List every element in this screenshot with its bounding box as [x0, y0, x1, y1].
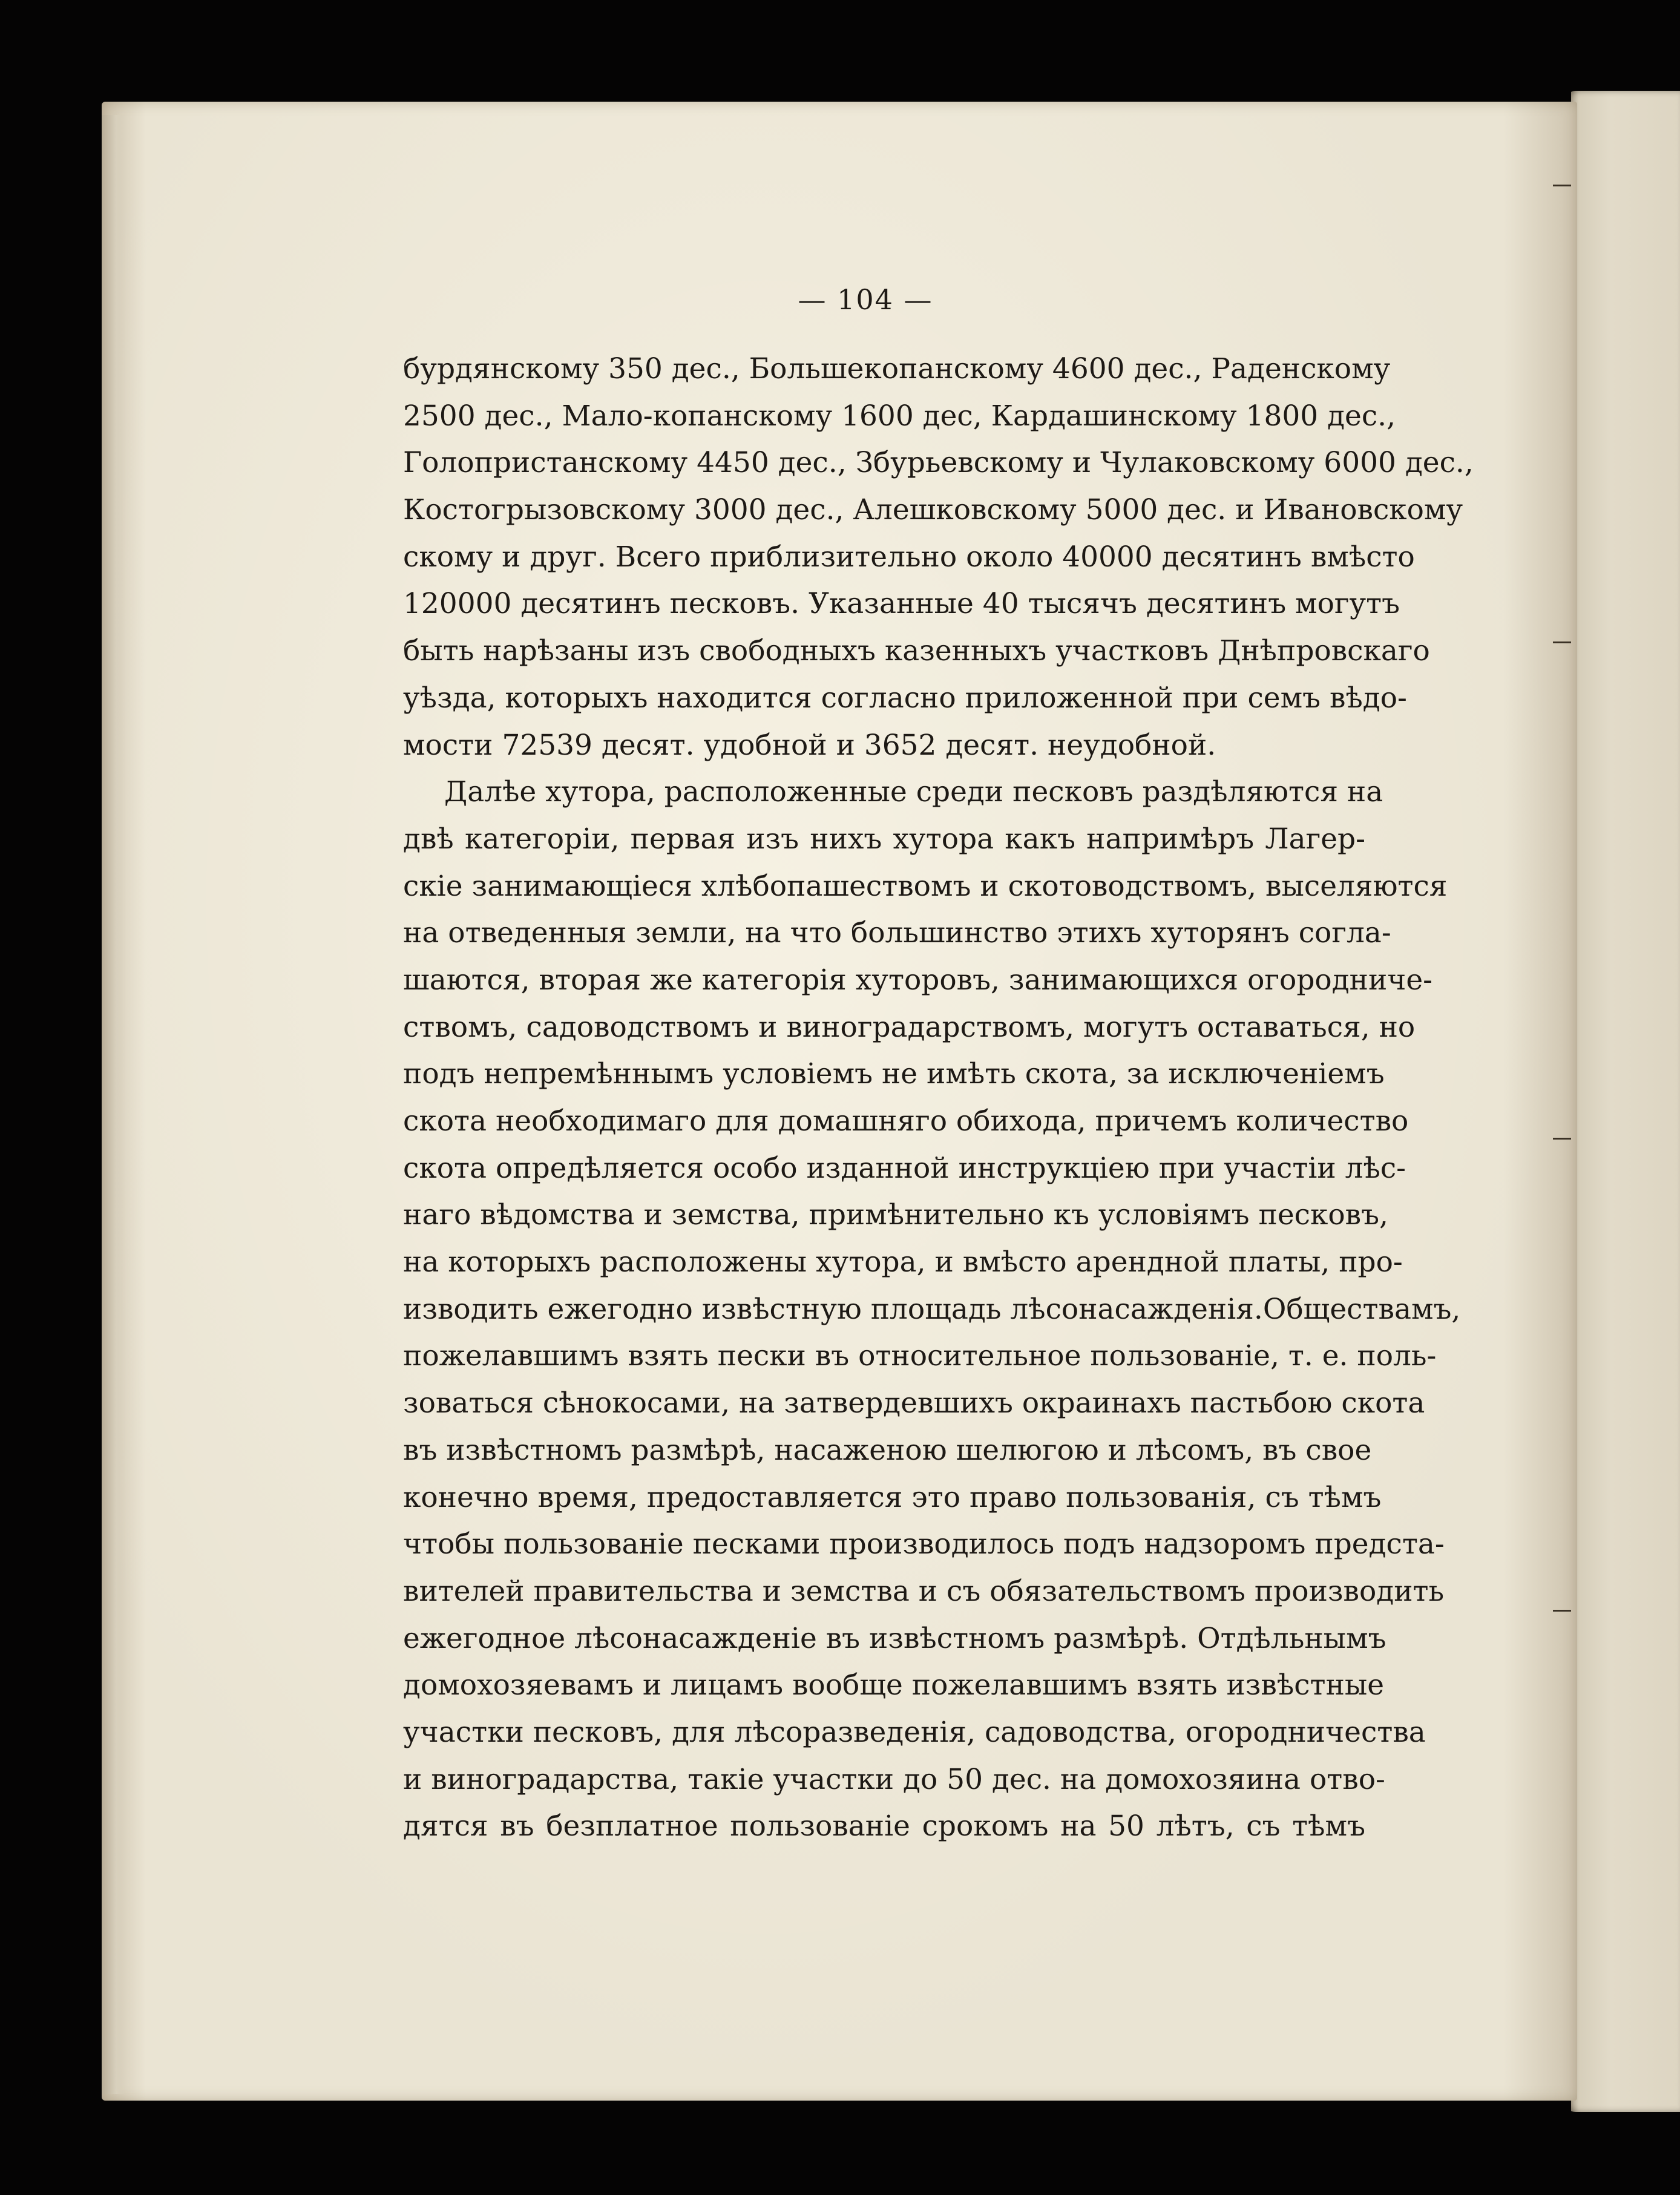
text-line: и виноградарства, такіе участки до 50 дес. на домохозяина отво-: [403, 1762, 1385, 1796]
binding-thread: [1553, 1138, 1571, 1140]
binding-thread: [1553, 1610, 1571, 1612]
page-left-edge: [102, 115, 126, 2094]
text-line: наго вѣдомства и земства, примѣнительно къ условіямъ песковъ,: [403, 1198, 1388, 1232]
text-line: на которыхъ расположены хутора, и вмѣсто арендной платы, про-: [403, 1245, 1403, 1279]
text-line: на отведенныя земли, на что большинство этихъ хуторянъ согла-: [403, 916, 1391, 950]
text-line: уѣзда, которыхъ находится согласно приложенной при семъ вѣдо-: [403, 681, 1407, 715]
page-number: — 104 —: [798, 283, 933, 316]
text-line: шаются, вторая же категорія хуторовъ, занимающихся огородниче-: [403, 963, 1433, 997]
text-line: ствомъ, садоводствомъ и виноградарствомъ, могутъ оставаться, но: [403, 1010, 1416, 1044]
text-line: домохозяевамъ и лицамъ вообще пожелавшимъ взять извѣстные: [403, 1668, 1385, 1702]
text-line: ежегодное лѣсонасажденіе въ извѣстномъ размѣрѣ. Отдѣльнымъ: [403, 1621, 1386, 1655]
text-line: конечно время, предоставляется это право пользованія, съ тѣмъ: [403, 1480, 1382, 1514]
text-line: скота необходимаго для домашняго обихода, причемъ количество: [403, 1104, 1409, 1138]
text-line: чтобы пользованіе песками производилось подъ надзоромъ предста-: [403, 1527, 1445, 1561]
text-line: скіе занимающіеся хлѣбопашествомъ и скотоводствомъ, выселяются: [403, 869, 1448, 903]
paragraph-end-line: мости 72539 десят. удобной и 3652 десят. неудобной.: [403, 728, 1216, 762]
text-line: скота опредѣляется особо изданной инструкціею при участіи лѣс-: [403, 1151, 1406, 1185]
text-line: двѣ категоріи, первая изъ нихъ хутора какъ напримѣръ Лагер-: [403, 822, 1365, 856]
text-line: бурдянскому 350 дес., Большекопанскому 4600 дес., Раденскому: [403, 352, 1391, 386]
binding-thread: [1553, 185, 1571, 186]
text-line: вителей правительства и земства и съ обязательствомъ производить: [403, 1574, 1445, 1608]
body-text: [403, 346, 1474, 1850]
text-line: пожелавшимъ взять пески въ относительное пользованіе, т. е. поль-: [403, 1339, 1437, 1373]
binding-thread: [1553, 641, 1571, 643]
text-line: 2500 дес., Мало-копанскому 1600 дес, Кардашинскому 1800 дес.,: [403, 399, 1396, 433]
text-line: Костогрызовскому 3000 дес., Алешковскому 5000 дес. и Ивановскому: [403, 493, 1463, 527]
text-line: участки песковъ, для лѣсоразведенія, садоводства, огородничества: [403, 1715, 1426, 1749]
text-line: скому и друг. Всего приблизительно около 40000 десятинъ вмѣсто: [403, 540, 1415, 574]
text-line: зоваться сѣнокосами, на затвердевшихъ окраинахъ пастьбою скота: [403, 1386, 1425, 1420]
text-line: Голопристанскому 4450 дес., Збурьевскому и Чулаковскому 6000 дес.,: [403, 446, 1474, 480]
text-line: изводить ежегодно извѣстную площадь лѣсонасажденія.Обществамъ,: [403, 1292, 1461, 1326]
text-line: быть нарѣзаны изъ свободныхъ казенныхъ участковъ Днѣпровскаго: [403, 634, 1430, 668]
text-line: 120000 десятинъ песковъ. Указанные 40 тысячъ десятинъ могутъ: [403, 587, 1400, 621]
text-line: подъ непремѣннымъ условіемъ не имѣть скота, за исключеніемъ: [403, 1057, 1385, 1091]
text-line: въ извѣстномъ размѣрѣ, насаженою шелюгою и лѣсомъ, въ свое: [403, 1433, 1372, 1467]
paragraph-start-line: Далѣе хутора, расположенные среди песковъ раздѣляются на: [444, 775, 1383, 809]
facing-page-edge: [1565, 91, 1680, 2112]
text-line: дятся въ безплатное пользованіе срокомъ на 50 лѣтъ, съ тѣмъ: [403, 1809, 1365, 1843]
